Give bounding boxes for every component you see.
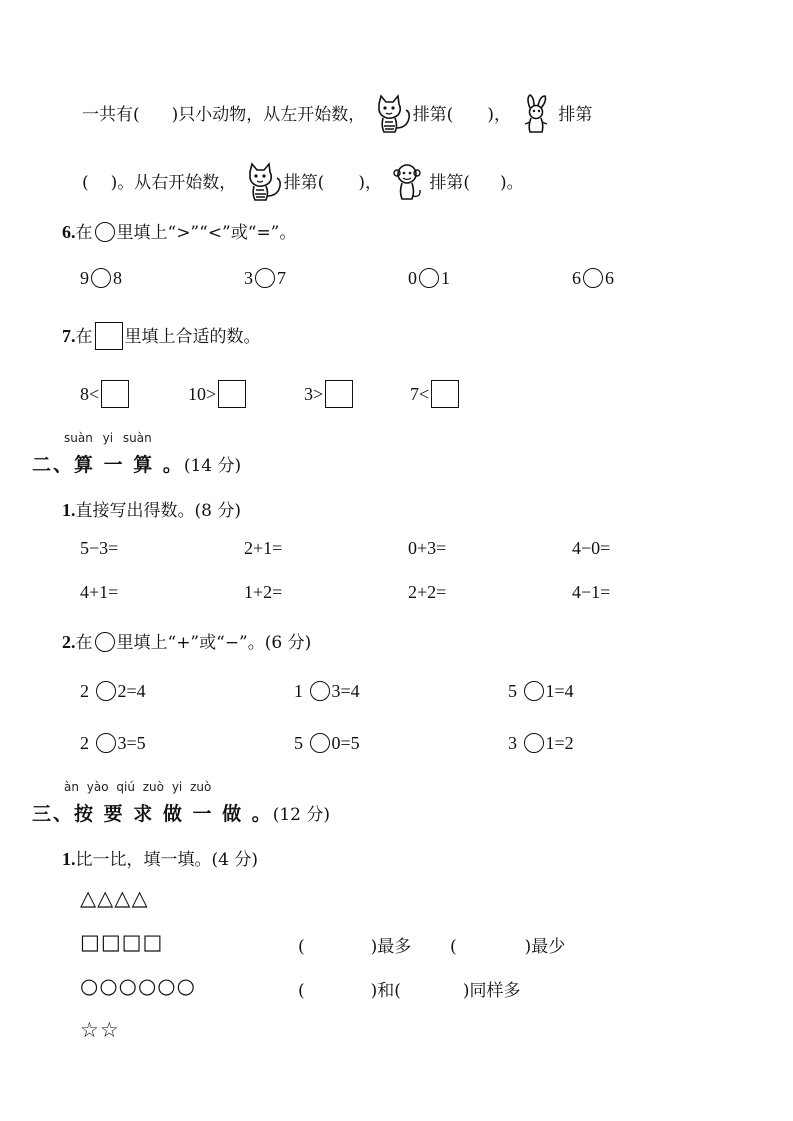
q6-left: 0 <box>408 268 417 288</box>
op-right: 2=4 <box>117 681 146 701</box>
op-item-6 <box>508 733 574 754</box>
intro-text-f: ( <box>82 173 89 193</box>
calc-item: 2+1= <box>244 538 283 558</box>
s3-q1-title <box>62 845 258 870</box>
answer-box[interactable] <box>101 380 129 408</box>
op-left: 1 <box>294 681 303 701</box>
q6-left: 9 <box>80 268 89 288</box>
intro-text-j: 排第( <box>429 173 471 193</box>
intro-text-c: 排第( <box>412 105 454 125</box>
answer-circle[interactable] <box>255 268 275 288</box>
calc-item: 0+3= <box>408 538 447 558</box>
calc-item: 1+2= <box>244 582 283 602</box>
answer-circle[interactable] <box>96 733 116 753</box>
intro-text-k: )。 <box>500 173 524 193</box>
monkey-icon <box>387 162 429 202</box>
intro-text-g: )。从右开始数， <box>110 173 237 193</box>
s2-q1-number: 1. <box>62 500 76 520</box>
q6-right: 8 <box>113 268 122 288</box>
op-right: 3=4 <box>331 681 360 701</box>
op-right: 1=2 <box>545 733 574 753</box>
intro-text-a: 一共有( <box>82 105 140 125</box>
q6-right: 1 <box>441 268 450 288</box>
q6-item-3 <box>408 268 450 289</box>
q7-title <box>62 322 261 350</box>
s2-q2-text-pre: 在 <box>75 633 93 653</box>
s3-q1-text: 比一比，填一填。(4 分) <box>75 850 258 870</box>
answer-circle[interactable] <box>310 733 330 753</box>
q7-item-3 <box>304 380 355 408</box>
circle-icon <box>95 222 115 242</box>
op-item-4 <box>80 733 146 754</box>
q6-right: 6 <box>605 268 614 288</box>
op-item-5 <box>294 733 360 754</box>
calc-item: 2+2= <box>408 582 447 602</box>
answer-box[interactable] <box>431 380 459 408</box>
op-item-2 <box>294 681 360 702</box>
calc-item: 4+1= <box>80 582 119 602</box>
q7-prompt: 3> <box>304 384 324 404</box>
op-left: 2 <box>80 681 89 701</box>
section2-score: (14 分) <box>183 456 242 476</box>
q6-text-pre: 在 <box>75 223 93 243</box>
op-right: 1=4 <box>545 681 574 701</box>
q6-left: 6 <box>572 268 581 288</box>
s2-q2-number: 2. <box>62 632 76 652</box>
op-item-3 <box>508 681 574 702</box>
rabbit-icon <box>516 94 558 134</box>
answer-box[interactable] <box>325 380 353 408</box>
answer-circle[interactable] <box>419 268 439 288</box>
section3-score: (12 分) <box>272 805 331 825</box>
s2-q2-title <box>62 628 311 653</box>
intro-text-h: 排第( <box>283 173 325 193</box>
answer-box[interactable] <box>218 380 246 408</box>
q6-number: 6. <box>62 222 76 242</box>
cat-icon <box>371 94 413 134</box>
q6-left: 3 <box>244 268 253 288</box>
q6-right: 7 <box>277 268 286 288</box>
s3-q1-number: 1. <box>62 849 76 869</box>
section2-title: 二、算 一 算 。 <box>32 454 184 476</box>
triangles-row: △△△△ <box>80 886 149 910</box>
section2-heading <box>32 450 241 477</box>
square-icon <box>95 322 123 350</box>
intro-text-e: 排第 <box>558 105 593 125</box>
s2-q1-text: 直接写出得数。(8 分) <box>75 501 241 521</box>
q7-text-post: 里填上合适的数。 <box>124 327 261 347</box>
q7-item-4 <box>410 380 461 408</box>
least-blank: ( )最少 <box>450 937 566 957</box>
answer-circle[interactable] <box>583 268 603 288</box>
q7-text-pre: 在 <box>75 327 93 347</box>
intro-line-2 <box>82 162 524 202</box>
q6-item-2 <box>244 268 286 289</box>
op-left: 5 <box>508 681 517 701</box>
most-blank: ( )最多 <box>298 937 412 957</box>
q7-item-2 <box>188 380 248 408</box>
q7-prompt: 10> <box>188 384 217 404</box>
q7-prompt: 7< <box>410 384 430 404</box>
calc-item: 4−0= <box>572 538 611 558</box>
cat-icon <box>242 162 284 202</box>
answer-circle[interactable] <box>524 733 544 753</box>
q7-number: 7. <box>62 326 76 346</box>
section3-title: 三、按 要 求 做 一 做 。 <box>32 803 273 825</box>
stars-row: ☆☆ <box>80 1018 120 1042</box>
intro-text-i: )， <box>358 173 382 193</box>
circles-row: ○○○○○○ <box>80 974 196 998</box>
op-item-1 <box>80 681 146 702</box>
op-right: 0=5 <box>331 733 360 753</box>
intro-line-1 <box>82 94 592 134</box>
answer-circle[interactable] <box>91 268 111 288</box>
same-blank: ( )和( )同样多 <box>298 981 521 1001</box>
op-right: 3=5 <box>117 733 146 753</box>
section3-pinyin: àn yào qiú zuò yi zuò <box>64 780 212 794</box>
answer-circle[interactable] <box>524 681 544 701</box>
answer-circle[interactable] <box>310 681 330 701</box>
q6-title <box>62 218 296 243</box>
q7-item-1 <box>80 380 131 408</box>
squares-row: □□□□ <box>80 930 164 954</box>
calc-item: 5−3= <box>80 538 119 558</box>
calc-item: 4−1= <box>572 582 611 602</box>
op-left: 5 <box>294 733 303 753</box>
q6-text-post: 里填上“>”“<”或“=”。 <box>116 223 297 243</box>
section3-heading <box>32 799 330 826</box>
intro-text-d: )， <box>487 105 511 125</box>
op-left: 2 <box>80 733 89 753</box>
op-left: 3 <box>508 733 517 753</box>
answer-circle[interactable] <box>96 681 116 701</box>
q6-item-4 <box>572 268 614 289</box>
section2-pinyin: suàn yi suàn <box>64 431 152 445</box>
s2-q1-title <box>62 496 241 521</box>
circle-icon <box>95 632 115 652</box>
q7-prompt: 8< <box>80 384 100 404</box>
s2-q2-text-post: 里填上“+”或“−”。(6 分) <box>116 633 312 653</box>
q6-item-1 <box>80 268 122 289</box>
intro-text-b: )只小动物，从左开始数， <box>171 105 366 125</box>
